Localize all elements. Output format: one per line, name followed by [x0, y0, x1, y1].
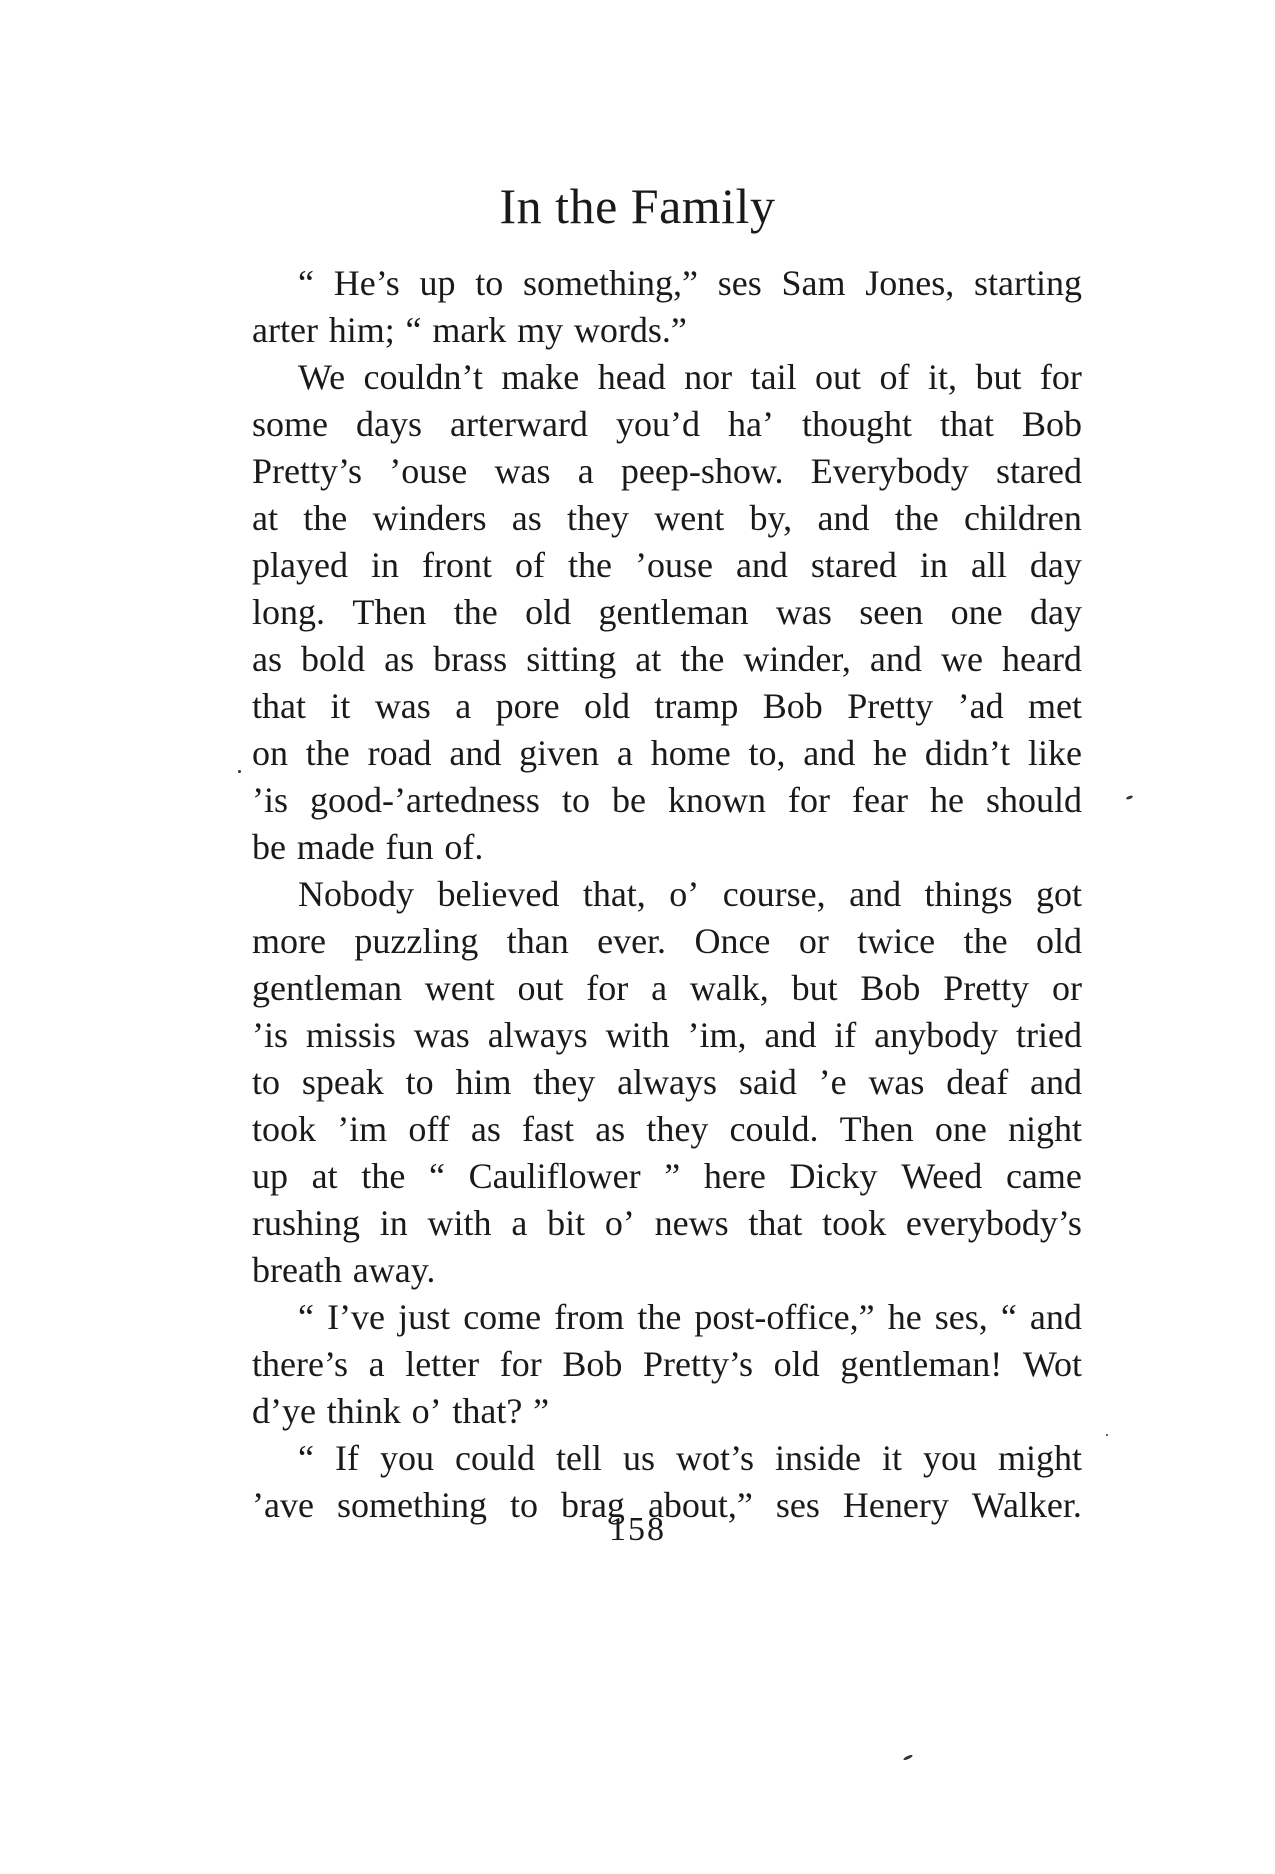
- word: for: [586, 968, 629, 1008]
- word: my: [517, 310, 564, 350]
- word: children: [963, 498, 1082, 538]
- word: him: [455, 1062, 512, 1102]
- word: course,: [722, 874, 826, 914]
- text-line: [252, 1341, 1082, 1388]
- word: might: [997, 1438, 1082, 1478]
- text-line: [252, 401, 1082, 448]
- word: was: [775, 592, 832, 632]
- word: in: [370, 545, 399, 585]
- word: things: [924, 874, 1013, 914]
- word: you: [379, 1438, 434, 1478]
- word: Everybody: [810, 451, 969, 491]
- word: with: [427, 1203, 492, 1243]
- word: we: [940, 639, 983, 679]
- word: Pretty’s: [252, 451, 363, 491]
- word: home: [650, 733, 731, 773]
- page-number: 158: [609, 1511, 666, 1548]
- word: day: [1030, 592, 1082, 632]
- word: one: [934, 1109, 987, 1149]
- word: heard: [1001, 639, 1082, 679]
- word: here: [703, 1156, 766, 1196]
- text-line: [252, 1059, 1082, 1106]
- word: to: [561, 780, 590, 820]
- word: Henery: [842, 1485, 949, 1525]
- word: We: [298, 357, 346, 397]
- word: as: [595, 1109, 626, 1149]
- text-line: [252, 495, 1082, 542]
- word: winder,: [743, 639, 851, 679]
- word: and: [1030, 1062, 1082, 1102]
- word: from: [554, 1297, 625, 1337]
- word: said: [738, 1062, 797, 1102]
- word: went: [424, 968, 495, 1008]
- word: news: [654, 1203, 729, 1243]
- word: up: [252, 1156, 288, 1196]
- word: and: [869, 639, 922, 679]
- word: they: [646, 1109, 709, 1149]
- word: Then: [839, 1109, 914, 1149]
- word: it: [881, 1438, 902, 1478]
- word: rushing: [252, 1203, 360, 1243]
- word: think: [326, 1391, 401, 1431]
- word: words.”: [573, 310, 687, 350]
- word: could: [454, 1438, 535, 1478]
- word: all: [970, 545, 1007, 585]
- word: “: [298, 263, 314, 303]
- word: that?: [452, 1391, 523, 1431]
- word: “: [428, 1156, 445, 1196]
- word: something,”: [523, 263, 698, 303]
- word: was: [413, 1015, 470, 1055]
- word: old: [773, 1344, 820, 1384]
- word: a: [455, 686, 472, 726]
- running-head: In the Family: [499, 178, 776, 234]
- text-line: [252, 1435, 1082, 1482]
- word: as: [511, 498, 542, 538]
- word: up: [419, 263, 456, 303]
- word: to,: [748, 733, 786, 773]
- word: the: [305, 733, 350, 773]
- word: winders: [372, 498, 487, 538]
- word: ’ouse: [634, 545, 713, 585]
- word: at: [252, 498, 278, 538]
- word: o’: [669, 874, 700, 914]
- word: anybody: [874, 1015, 999, 1055]
- word: the: [680, 639, 725, 679]
- word: tried: [1016, 1015, 1082, 1055]
- word: played: [252, 545, 348, 585]
- word: you: [922, 1438, 977, 1478]
- word: or: [798, 921, 829, 961]
- word: ”: [664, 1156, 681, 1196]
- word: Dicky: [789, 1156, 878, 1196]
- word: met: [1028, 686, 1082, 726]
- word: bold: [301, 639, 366, 679]
- word: If: [334, 1438, 359, 1478]
- word: a: [651, 968, 668, 1008]
- text-line: [252, 1388, 1082, 1435]
- word: was: [868, 1062, 925, 1102]
- word: inside: [774, 1438, 861, 1478]
- word: Then: [352, 592, 427, 632]
- word: stared: [810, 545, 897, 585]
- text-line: [252, 542, 1082, 589]
- word: walk,: [689, 968, 769, 1008]
- text-line: [252, 1294, 1082, 1341]
- word: for: [499, 1344, 542, 1384]
- word: or: [1051, 968, 1082, 1008]
- word: believed: [437, 874, 560, 914]
- word: peep-show.: [620, 451, 784, 491]
- word: old: [525, 592, 572, 632]
- word: the: [453, 592, 498, 632]
- word: ’is: [252, 1015, 288, 1055]
- word: starting: [974, 263, 1082, 303]
- word: if: [834, 1015, 857, 1055]
- word: everybody’s: [905, 1203, 1082, 1243]
- text-line: [252, 354, 1082, 401]
- word: “: [298, 1438, 314, 1478]
- word: o’: [604, 1203, 635, 1243]
- word: night: [1007, 1109, 1082, 1149]
- word: they: [533, 1062, 596, 1102]
- word: like: [1027, 733, 1082, 773]
- word: twice: [857, 921, 936, 961]
- word: fear: [852, 780, 908, 820]
- word: Nobody: [298, 874, 414, 914]
- word: just: [398, 1297, 451, 1337]
- text-line: [252, 636, 1082, 683]
- word: out: [815, 357, 862, 397]
- word: the: [303, 498, 348, 538]
- text-line: [252, 777, 1082, 824]
- word: Pretty: [943, 968, 1030, 1008]
- word: old: [583, 686, 630, 726]
- text-line: [252, 1200, 1082, 1247]
- word: be: [252, 827, 286, 867]
- word: ’ad: [957, 686, 1004, 726]
- word: brag: [560, 1485, 625, 1525]
- word: tell: [555, 1438, 602, 1478]
- word: long.: [252, 592, 326, 632]
- word: was: [494, 451, 551, 491]
- word: bit: [547, 1203, 586, 1243]
- scan-speck: [903, 1754, 913, 1761]
- text-line: [252, 918, 1082, 965]
- word: that,: [582, 874, 646, 914]
- word: always: [617, 1062, 718, 1102]
- word: of: [514, 545, 545, 585]
- word: head: [597, 357, 666, 397]
- scan-speck: [1106, 1434, 1108, 1436]
- word: it: [330, 686, 351, 726]
- text-line: [252, 448, 1082, 495]
- word: and: [449, 733, 502, 773]
- word: got: [1035, 874, 1082, 914]
- word: wot’s: [675, 1438, 754, 1478]
- text-line: [252, 871, 1082, 918]
- word: ha’: [727, 404, 774, 444]
- word: a: [511, 1203, 528, 1243]
- word: gentleman!: [840, 1344, 1003, 1384]
- word: should: [985, 780, 1082, 820]
- word: come: [463, 1297, 542, 1337]
- word: that: [939, 404, 994, 444]
- word: given: [519, 733, 600, 773]
- word: to: [475, 263, 504, 303]
- word: “: [1000, 1297, 1017, 1337]
- word: for: [1039, 357, 1082, 397]
- word: that: [252, 686, 306, 726]
- word: some: [252, 404, 328, 444]
- word: for: [788, 780, 830, 820]
- word: Walker.: [971, 1485, 1082, 1525]
- text-line: [252, 730, 1082, 777]
- body-text: [252, 260, 1082, 1529]
- word: that: [748, 1203, 803, 1243]
- word: mark: [432, 310, 507, 350]
- word: he: [873, 733, 908, 773]
- word: be: [611, 780, 646, 820]
- word: ’is: [252, 780, 288, 820]
- text-line: [252, 1106, 1082, 1153]
- word: post-office,”: [694, 1297, 875, 1337]
- word: took: [822, 1203, 887, 1243]
- word: Jones,: [865, 263, 955, 303]
- word: speak: [301, 1062, 384, 1102]
- word: it,: [927, 357, 957, 397]
- word: with: [605, 1015, 670, 1055]
- word: than: [506, 921, 569, 961]
- word: d’ye: [252, 1391, 316, 1431]
- word: and: [817, 498, 870, 538]
- word: a: [577, 451, 594, 491]
- word: made: [296, 827, 375, 867]
- word: to: [405, 1062, 434, 1102]
- word: in: [379, 1203, 408, 1243]
- word: at: [635, 639, 662, 679]
- word: to: [509, 1485, 538, 1525]
- word: fast: [522, 1109, 575, 1149]
- word: fun: [385, 827, 434, 867]
- word: ses: [717, 263, 762, 303]
- word: you’d: [615, 404, 700, 444]
- word: of.: [444, 827, 484, 867]
- word: one: [950, 592, 1003, 632]
- word: the: [361, 1156, 406, 1196]
- word: a: [616, 733, 633, 773]
- word: off: [408, 1109, 450, 1149]
- text-line: [252, 260, 1082, 307]
- word: on: [252, 733, 288, 773]
- word: make: [501, 357, 580, 397]
- word: I’ve: [327, 1297, 386, 1337]
- word: out: [517, 968, 564, 1008]
- word: and: [849, 874, 902, 914]
- word: the: [567, 545, 612, 585]
- word: didn’t: [924, 733, 1011, 773]
- text-line: [252, 683, 1082, 730]
- word: puzzling: [354, 921, 479, 961]
- word: thought: [801, 404, 912, 444]
- word: him;: [328, 310, 395, 350]
- word: about,”: [647, 1485, 753, 1525]
- word: he: [887, 1297, 922, 1337]
- word: nor: [684, 357, 733, 397]
- word: he: [929, 780, 964, 820]
- word: there’s: [252, 1344, 348, 1384]
- word: ever.: [597, 921, 667, 961]
- word: Bob: [562, 1344, 623, 1384]
- word: came: [1005, 1156, 1082, 1196]
- text-line: [252, 307, 1082, 354]
- word: pore: [495, 686, 560, 726]
- word: Bob: [762, 686, 823, 726]
- word: gentleman: [598, 592, 749, 632]
- word: ses,: [934, 1297, 988, 1337]
- word: took: [252, 1109, 317, 1149]
- word: stared: [995, 451, 1082, 491]
- word: Weed: [901, 1156, 983, 1196]
- word: in: [919, 545, 948, 585]
- word: “: [405, 310, 422, 350]
- word: deaf: [946, 1062, 1009, 1102]
- word: sitting: [526, 639, 617, 679]
- word: and: [764, 1015, 817, 1055]
- word: as: [252, 639, 282, 679]
- word: away.: [352, 1250, 436, 1290]
- word: was: [374, 686, 431, 726]
- word: they: [567, 498, 629, 538]
- word: letter: [405, 1344, 480, 1384]
- word: of: [879, 357, 910, 397]
- word: the: [637, 1297, 682, 1337]
- word: more: [252, 921, 326, 961]
- word: ses: [775, 1485, 820, 1525]
- word: Pretty: [847, 686, 934, 726]
- word: arter: [252, 310, 318, 350]
- word: us: [622, 1438, 655, 1478]
- word: Once: [694, 921, 771, 961]
- word: as: [384, 639, 415, 679]
- word: the: [963, 921, 1008, 961]
- word: ’ouse: [389, 451, 468, 491]
- word: good-’artedness: [310, 780, 540, 820]
- word: at: [311, 1156, 338, 1196]
- word: missis: [305, 1015, 396, 1055]
- word: tramp: [654, 686, 739, 726]
- word: ’im: [337, 1109, 388, 1149]
- word: Bob: [860, 968, 921, 1008]
- word: brass: [433, 639, 508, 679]
- word: arterward: [450, 404, 588, 444]
- word: Sam: [781, 263, 846, 303]
- word: something: [336, 1485, 487, 1525]
- word: and: [735, 545, 788, 585]
- word: but: [975, 357, 1022, 397]
- word: went: [654, 498, 725, 538]
- word: Cauliflower: [468, 1156, 641, 1196]
- word: ’ave: [252, 1485, 314, 1525]
- word: a: [368, 1344, 385, 1384]
- word: ”: [533, 1391, 550, 1431]
- text-line: [252, 965, 1082, 1012]
- word: couldn’t: [363, 357, 483, 397]
- word: breath: [252, 1250, 342, 1290]
- word: day: [1029, 545, 1082, 585]
- word: road: [367, 733, 432, 773]
- word: o’: [411, 1391, 442, 1431]
- word: the: [894, 498, 939, 538]
- word: Wot: [1022, 1344, 1082, 1384]
- word: front: [421, 545, 492, 585]
- scan-speck: [1126, 795, 1134, 800]
- word: by,: [749, 498, 793, 538]
- word: Bob: [1021, 404, 1082, 444]
- word: but: [791, 968, 838, 1008]
- word: Pretty’s: [643, 1344, 754, 1384]
- word: “: [298, 1297, 314, 1337]
- word: always: [487, 1015, 588, 1055]
- word: ’e: [818, 1062, 847, 1102]
- text-line: [252, 1153, 1082, 1200]
- word: as: [470, 1109, 501, 1149]
- word: seen: [859, 592, 924, 632]
- text-line: [252, 824, 1082, 871]
- word: tail: [750, 357, 797, 397]
- text-line: [252, 1012, 1082, 1059]
- scan-speck: [238, 770, 241, 773]
- word: days: [356, 404, 423, 444]
- word: known: [667, 780, 766, 820]
- word: He’s: [333, 263, 400, 303]
- word: gentleman: [252, 968, 402, 1008]
- text-line: [252, 1247, 1082, 1294]
- word: to: [252, 1062, 281, 1102]
- word: could.: [729, 1109, 819, 1149]
- word: old: [1035, 921, 1082, 961]
- word: and: [1029, 1297, 1082, 1337]
- text-line: [252, 589, 1082, 636]
- word: and: [803, 733, 856, 773]
- word: ’im,: [687, 1015, 747, 1055]
